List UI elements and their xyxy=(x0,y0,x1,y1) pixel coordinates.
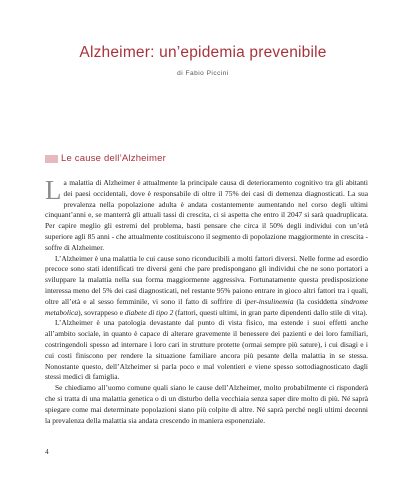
paragraph-text: a malattia di Alzheimer è attualmente la principale causa di deterioramento cognitivo tra gli abitanti dei paesi occidentali, dove è responsabile di oltre il 75% dei casi di demenza diagnosticati. La sua prevalenza nella popolazione adulta è andata costantemente aumentando nel corso degli ultimi cinquant’anni e, se manterrà gli attuali tassi di crescita, ci si aspetta che entro il 2047 si sarà quadruplicata. Per capire meglio gli estremi del problema, basti pensare che circa il 50% degli individui con un’età superiore agli 85 anni - che attualmente costituiscono il segmento di popolazione maggiormente in crescita - soffre di Alzheimer. xyxy=(45,178,368,252)
paragraph-text: ), sovrappeso e xyxy=(78,307,125,317)
paragraph-text: (la cosiddetta xyxy=(293,296,341,306)
paragraph-text: (fattori, questi ultimi, in gran parte dipendenti dallo stile di vita). xyxy=(173,307,368,317)
paragraph xyxy=(45,383,368,426)
paragraph xyxy=(45,254,368,319)
drop-cap: L xyxy=(45,175,62,205)
lines-icon xyxy=(45,155,58,163)
section-title: Le cause dell’Alzheimer xyxy=(61,153,166,164)
paragraph-text: L’Alzheimer è una malattia le cui cause sono riconducibili a molti fattori diversi. Nelle forme ad esordio precoce sono stati identificati tre diversi geni che pare predispongano gli individui che ne sono portatori a sviluppare la malattia nella sua forma maggiormente aggressiva. Fortunatamente questa predisposizione interessa meno del 5% dei casi diagnosticati, nel restante 95% paiono entrare in gioco altri fattori tra i quali, oltre all’età e al sesso femminile, vi sono il fatto di soffrire di xyxy=(45,253,368,306)
emphasis-term: iper-insulinemia xyxy=(244,296,294,306)
paragraph xyxy=(45,318,368,383)
article-body xyxy=(45,175,368,426)
emphasis-term: diabete di tipo 2 xyxy=(124,307,174,317)
article-title: Alzheimer: un’epidemia prevenibile xyxy=(79,44,327,61)
emphasis-term: sindrome metabolica xyxy=(45,296,368,317)
section-heading xyxy=(45,153,365,164)
paragraph-text: L’Alzheimer è una patologia devastante dal punto di vista fisico, ma estende i suoi effetti anche all’ambito sociale, in quanto è capace di alterare gravemente il benessere dei pazienti e dei loro familiari, costringendoli spesso ad internare i loro cari in strutture protette (ormai sempre più sature), i cui disagi e i cui costi finiscono per rendere la situazione familiare ancora più pesante della malattia in se stessa. Nonostante questo, dell’Alzheimer si parla poco e mal volentieri e viene spesso sottodiagnosticato dagli stessi medici di famiglia. xyxy=(45,318,368,382)
paragraph xyxy=(45,175,368,254)
page-number: 4 xyxy=(45,447,49,456)
article-byline: di Fabio Piccini xyxy=(177,70,229,77)
paragraph-text: Se chiediamo all’uomo comune quali siano le cause dell’Alzheimer, molto probabilmente ci risponderà che si tratta di una malattia genetica o di un disturbo della vecchiaia senza saper dire molto di più. Né saprà spiegare come mai determinate popolazioni siano più colpite di altre. Né saprà perché negli ultimi decenni la prevalenza della malattia sia andata crescendo in maniera esponenziale. xyxy=(45,383,368,425)
